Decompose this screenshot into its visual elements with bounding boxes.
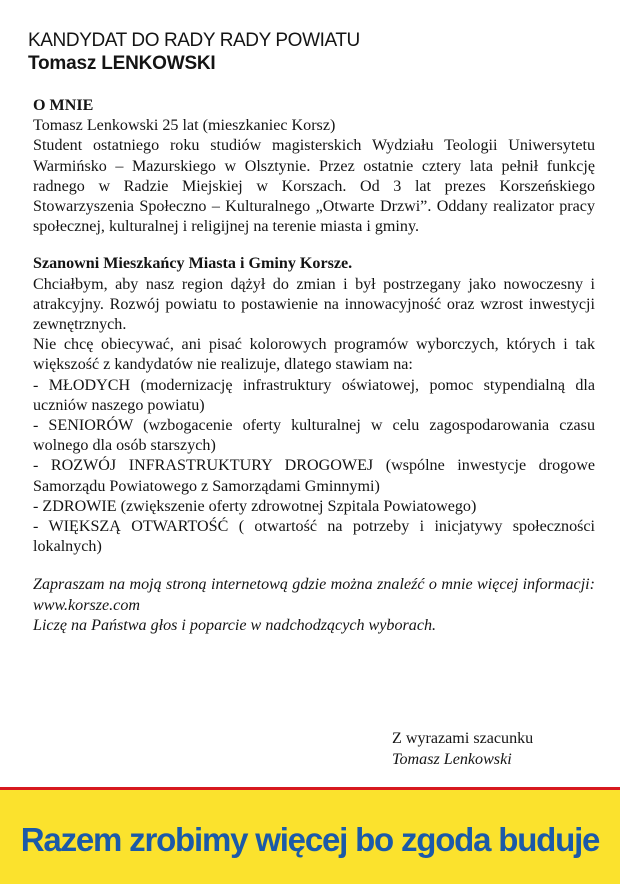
spacer (33, 237, 595, 254)
invitation-text: Zapraszam na moją stroną internetową gdzie można znaleźć o mnie więcej informacji: www.korsze.com (33, 576, 595, 614)
closing-greeting: Z wyrazami szacunku (392, 730, 534, 747)
header (28, 30, 598, 76)
candidate-name: Tomasz LENKOWSKI (28, 53, 216, 74)
about-heading: O MNIE (33, 97, 94, 114)
priority-item: - ROZWÓJ INFRASTRUKTURY DROGOWEJ (wspólne inwestycje drogowe Samorządu Powiatowego z Samorządami Gminnymi) (33, 457, 595, 495)
campaign-slogan: Razem zrobimy więcej bo zgoda buduje (20, 821, 600, 858)
priority-item: - SENIORÓW (wzbogacenie oferty kulturalnej w celu zagospodarowania czasu wolnego dla osób starszych) (33, 417, 595, 455)
about-line: Tomasz Lenkowski 25 lat (mieszkaniec Korsz) (33, 117, 336, 135)
closing (392, 728, 592, 770)
priority-item: - WIĘKSZĄ OTWARTOŚĆ ( otwartość na potrzeby i inicjatywy społeczności lokalnych) (33, 518, 595, 556)
leaflet-body (33, 96, 595, 636)
appeal-heading: Szanowni Mieszkańcy Miasta i Gminy Korsze. (33, 255, 353, 273)
appeal-paragraph: Nie chcę obiecywać, ani pisać kolorowych programów wyborczych, których i tak większość z kandydatów nie realizuje, dlatego stawiam na: (33, 336, 595, 374)
footer-banner (0, 787, 620, 884)
invitation-text: Liczę na Państwa głos i poparcie w nadchodzących wyborach. (33, 616, 437, 634)
closing-signature: Tomasz Lenkowski (392, 751, 512, 768)
priority-item: - ZDROWIE (zwiększenie oferty zdrowotnej Szpitala Powiatowego) (33, 497, 477, 515)
about-line: Student ostatniego roku studiów magisterskich Wydziału Teologii Uniwersytetu Warmińsko – Mazurskiego w Olsztynie. Przez ostatnie cztery lata pełnił funkcję radnego w Radzie Miejskiej w Korszach. Od 3 lat prezes Korszeńskiego Stowarzyszenia Społeczno – Kulturalnego „Otwarte Drzwi”. Oddany realizator pracy społecznej, kulturalnej i religijnej na terenie miasta i gminy. (33, 137, 595, 236)
appeal-paragraph: Chciałbym, aby nasz region dążył do zmian i był postrzegany jako nowoczesny i atrakcyjny. Rozwój powiatu to postawienie na innowacyjność oraz wzrost inwestycji zewnętrznych. (33, 275, 595, 334)
candidate-subtitle: KANDYDAT DO RADY RADY POWIATU (28, 30, 360, 51)
spacer (33, 557, 595, 575)
priority-item: - MŁODYCH (modernizację infrastruktury oświatowej, pomoc stypendialną dla uczniów naszego powiatu) (33, 376, 595, 414)
